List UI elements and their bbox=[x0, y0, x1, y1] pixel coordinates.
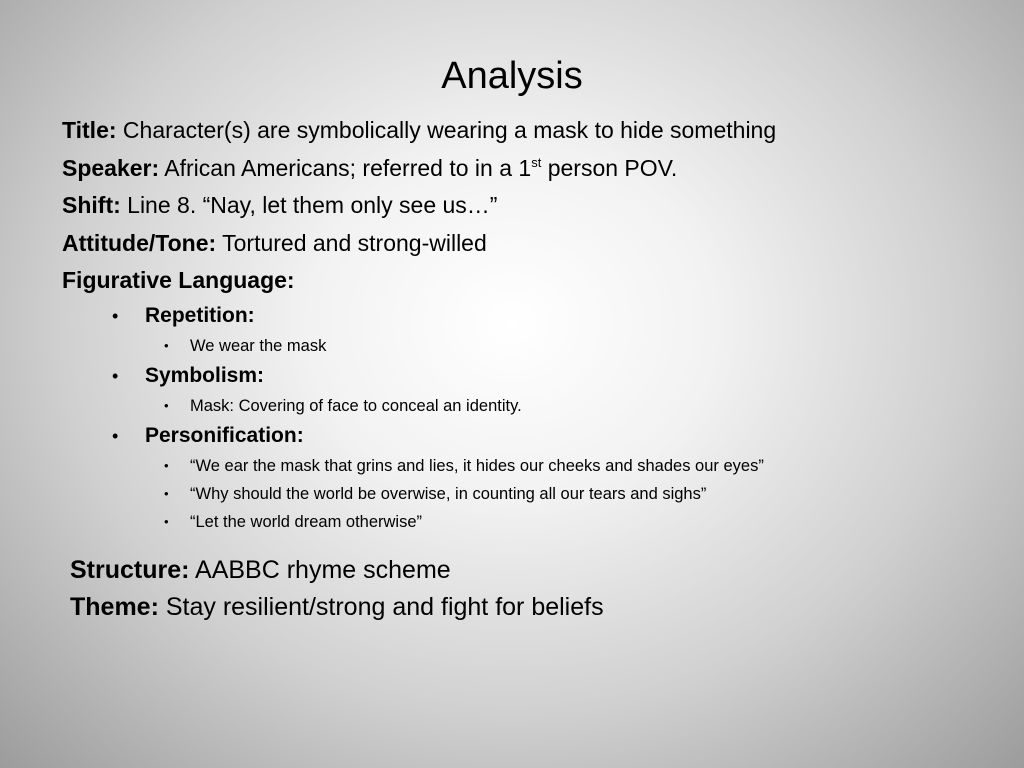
symbolism-example-text: Mask: Covering of face to conceal an identity. bbox=[190, 396, 522, 415]
personification-example-text: “We ear the mask that grins and lies, it hides our cheeks and shades our eyes” bbox=[190, 456, 764, 475]
speaker-text-end: person POV. bbox=[541, 154, 678, 181]
structure-row bbox=[70, 552, 604, 589]
speaker-superscript: st bbox=[531, 154, 542, 170]
shift-text: Line 8. “Nay, let them only see us…” bbox=[120, 192, 498, 218]
bullet: • bbox=[164, 513, 169, 529]
title-label: Title: bbox=[62, 117, 117, 143]
symbolism-label: Symbolism: bbox=[145, 363, 265, 387]
structure-label: Structure: bbox=[70, 556, 190, 584]
structure-text: AABBC rhyme scheme bbox=[189, 556, 451, 584]
figurative-label: Figurative Language: bbox=[62, 267, 295, 293]
personification-example-text: “Why should the world be overwise, in counting all our tears and sighs” bbox=[190, 484, 707, 503]
bullet: • bbox=[164, 397, 169, 413]
attitude-row bbox=[62, 225, 982, 263]
slide-title: Analysis bbox=[441, 55, 583, 97]
figurative-row bbox=[62, 262, 982, 300]
personification-label: Personification: bbox=[145, 423, 304, 447]
bullet: • bbox=[164, 485, 169, 501]
slide-summary bbox=[70, 552, 604, 626]
bullet: • bbox=[112, 305, 119, 326]
shift-label: Shift: bbox=[62, 192, 121, 218]
bullet: • bbox=[112, 365, 119, 386]
symbolism-example bbox=[62, 392, 982, 420]
repetition-label: Repetition: bbox=[145, 303, 255, 327]
shift-row bbox=[62, 187, 982, 225]
personification-example-text: “Let the world dream otherwise” bbox=[190, 512, 423, 531]
attitude-text: Tortured and strong-willed bbox=[216, 229, 487, 256]
symbolism-item bbox=[62, 360, 982, 392]
title-row bbox=[62, 112, 982, 150]
personification-example bbox=[62, 480, 982, 508]
theme-text: Stay resilient/strong and fight for beliefs bbox=[158, 593, 604, 621]
speaker-text: African Americans; referred to in a 1 bbox=[159, 154, 532, 181]
repetition-example bbox=[62, 332, 982, 360]
theme-row bbox=[70, 589, 604, 626]
personification-example bbox=[62, 508, 982, 536]
personification-example bbox=[62, 452, 982, 480]
attitude-label: Attitude/Tone: bbox=[62, 229, 217, 256]
slide-body bbox=[62, 112, 982, 536]
title-text: Character(s) are symbolically wearing a mask to hide something bbox=[116, 117, 777, 143]
repetition-item bbox=[62, 300, 982, 332]
speaker-label: Speaker: bbox=[62, 154, 160, 181]
bullet: • bbox=[112, 425, 119, 446]
speaker-row bbox=[62, 150, 982, 188]
theme-label: Theme: bbox=[70, 593, 159, 621]
bullet: • bbox=[164, 457, 169, 473]
personification-item bbox=[62, 420, 982, 452]
repetition-example-text: We wear the mask bbox=[190, 336, 327, 355]
bullet: • bbox=[164, 337, 169, 353]
